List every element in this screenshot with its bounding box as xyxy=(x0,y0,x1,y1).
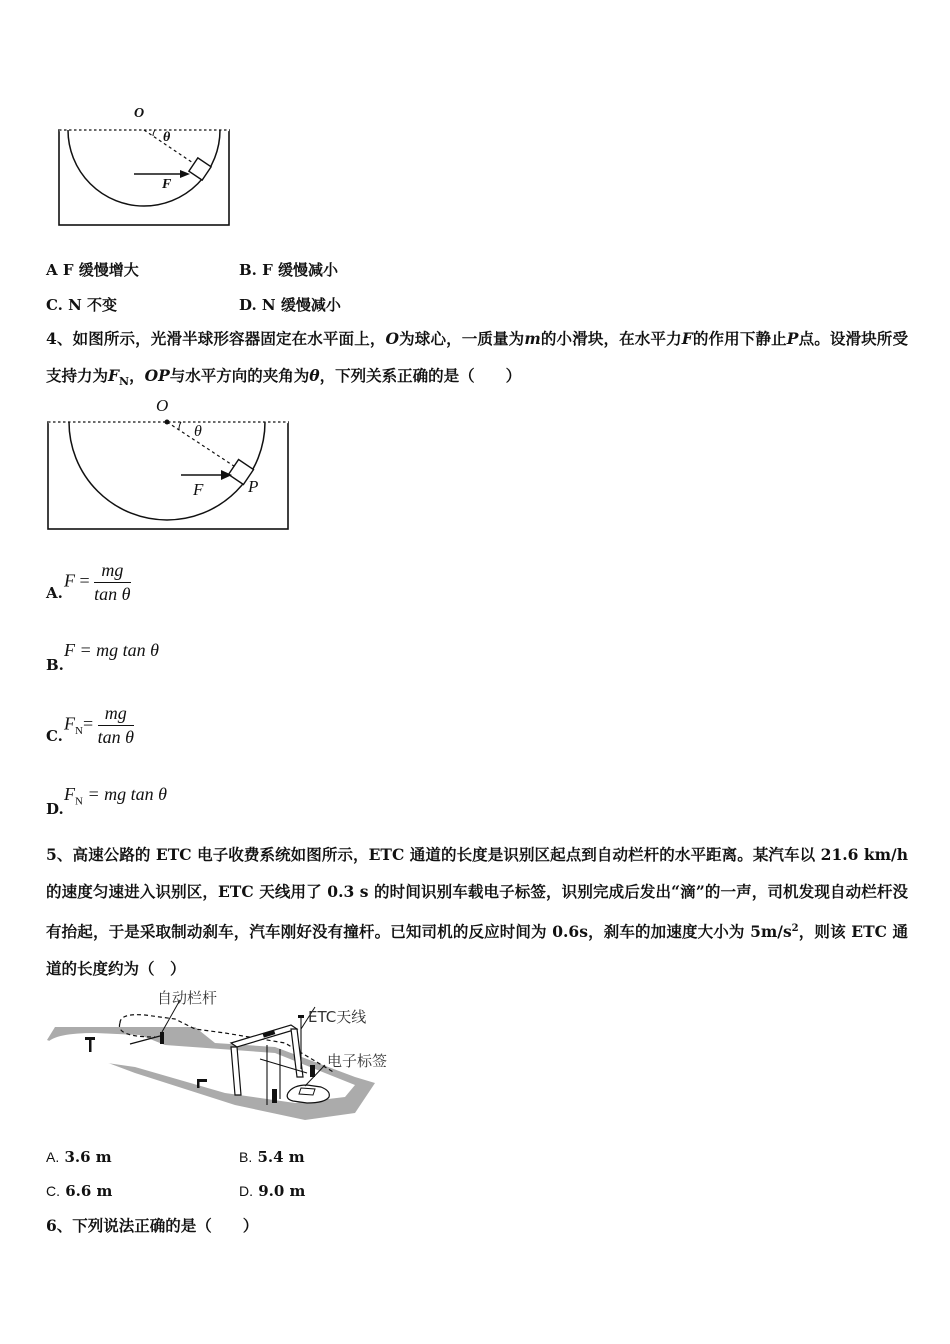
figure3-label-tag: 电子标签 xyxy=(327,1052,388,1070)
figure-hemisphere-large xyxy=(45,398,293,534)
q4-number: 4、 xyxy=(46,329,73,348)
figure1-label-theta: θ xyxy=(163,130,171,145)
question-6-text: 6、下列说法正确的是（ ） xyxy=(46,1216,259,1235)
q3-option-b: B. F 缓慢减小 xyxy=(239,261,338,279)
figure-hemisphere-small xyxy=(54,105,236,230)
q5-number: 5、 xyxy=(46,845,73,864)
figure1-label-o: O xyxy=(134,106,145,121)
figure3-label-gate: 自动栏杆 xyxy=(157,989,218,1007)
figure2-label-theta: θ xyxy=(194,423,202,440)
q5-option-c: C. 6.6 m xyxy=(46,1182,113,1200)
figure3-label-antenna: ETC天线 xyxy=(308,1008,367,1026)
figure2-label-p: P xyxy=(248,477,259,496)
figure1-label-f: F xyxy=(162,177,172,192)
q5-option-d: D. 9.0 m xyxy=(239,1182,306,1200)
question-5-text: 5、高速公路的 ETC 电子收费系统如图所示，ETC 通道的长度是识别区起点到自动栏杆的水平距离。某汽车以 21.6 km/h 的速度匀速进入识别区，ETC 天线用了 0.3 s 的时间识别车载电子标签，识别完成后发出“滴”的一声，司机发现自动栏杆没有抬起，于是采取制动刹车，汽车刚好没有撞杆。已知司机的反应时间为 0.6s，刹车的加速度大小为 $5m/s^2$，则该 ETC 通道的长度约为（ ） xyxy=(46,845,908,979)
q3-option-c: C. N 不变 xyxy=(46,296,118,314)
q5-option-a: A. 3.6 m xyxy=(46,1148,112,1166)
figure2-label-f: F xyxy=(193,480,204,499)
question-4-text: 4、如图所示，光滑半球形容器固定在水平面上，O为球心，一质量为m的小滑块，在水平力F的作用下静止P点。设滑块所受支持力为$F_N$，OP与水平方向的夹角为θ，下列关系正确的是（ ） xyxy=(46,329,908,389)
q6-number: 6、 xyxy=(46,1216,73,1235)
q5-option-b: B. 5.4 m xyxy=(239,1148,305,1166)
figure2-label-o: O xyxy=(156,396,169,415)
q3-option-a: A F 缓慢增大 xyxy=(46,261,139,279)
q3-option-d: D. N 缓慢减小 xyxy=(239,296,341,314)
